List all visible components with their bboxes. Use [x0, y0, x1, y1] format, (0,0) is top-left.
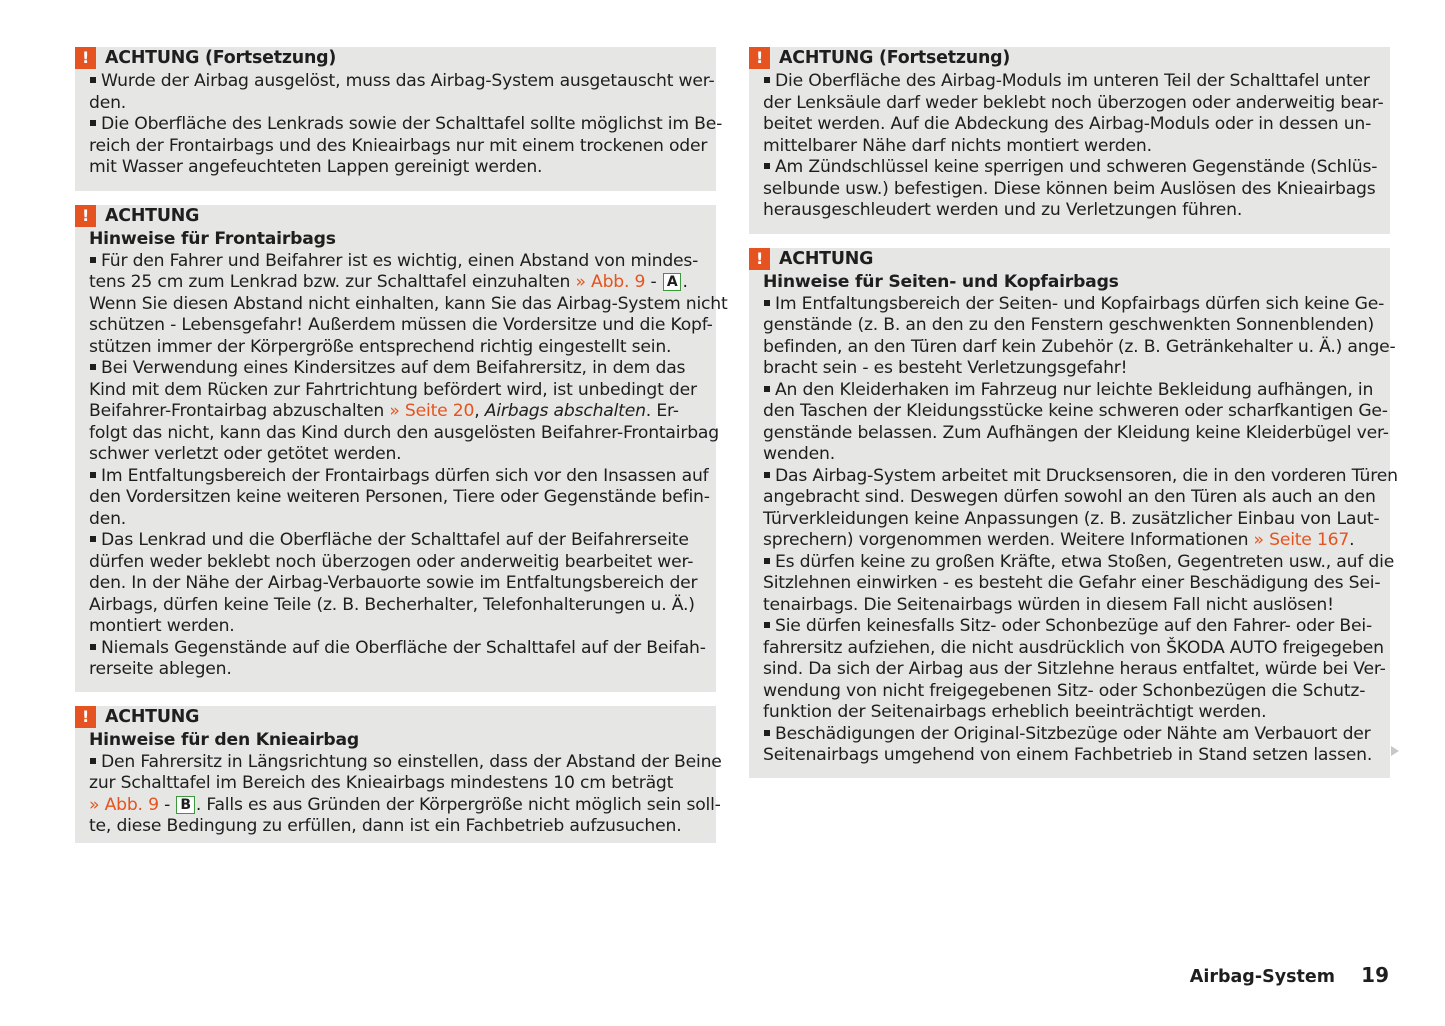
text-line: Wenn Sie diesen Abstand nicht einhalten, kann Sie das Airbag-System nicht	[89, 293, 728, 314]
warning-title: ACHTUNG	[779, 249, 874, 269]
text-line: schwer verletzt oder getötet werden.	[89, 444, 402, 464]
warning-box-continued-left	[75, 47, 723, 191]
text-line: Beifahrer-Frontairbag abzuschalten » Seite 20, Airbags abschalten. Er-	[89, 401, 679, 421]
warning-header	[755, 248, 1378, 270]
figure-label-b: B	[176, 796, 194, 814]
warning-header	[81, 47, 704, 69]
text-line: schützen - Lebensgefahr! Außerdem müssen die Vordersitze und die Kopf-	[89, 315, 713, 335]
text-line: tens 25 cm zum Lenkrad bzw. zur Schalttafel einzuhalten » Abb. 9 - A .	[89, 272, 688, 292]
bullet-icon	[764, 386, 770, 392]
page-link[interactable]: » Seite 20	[389, 401, 475, 421]
bullet-icon	[764, 77, 770, 83]
text-line: sprechern) vorgenommen werden. Weitere Informationen » Seite 167.	[763, 530, 1355, 550]
warning-header	[755, 47, 1378, 69]
warning-icon: !	[749, 248, 770, 270]
text-line: te, diese Bedingung zu erfüllen, dann ist ein Fachbetrieb aufzusuchen.	[89, 816, 682, 836]
footer-section-title: Airbag-System	[1189, 967, 1335, 987]
text-line: sind. Da sich der Airbag aus der Sitzlehne heraus entfaltet, würde bei Ver-	[763, 659, 1386, 679]
text-line: wenden.	[763, 444, 835, 464]
bullet-icon	[90, 120, 96, 126]
text-line: Es dürfen keine zu großen Kräfte, etwa Stoßen, Gegentreten usw., auf die	[763, 552, 1378, 574]
warning-icon: !	[75, 205, 96, 227]
warning-header	[81, 205, 704, 227]
text-line: Die Oberfläche des Airbag-Moduls im unteren Teil der Schalttafel unter	[763, 71, 1378, 93]
text-line: Für den Fahrer und Beifahrer ist es wichtig, einen Abstand von mindes-	[89, 251, 704, 273]
text-line: Die Oberfläche des Lenkrads sowie der Schalttafel sollte möglichst im Be-	[89, 114, 704, 136]
text-line: An den Kleiderhaken im Fahrzeug nur leichte Bekleidung aufhängen, in	[763, 380, 1378, 402]
text-line: folgt das nicht, kann das Kind durch den ausgelösten Beifahrer-Frontairbag	[89, 422, 719, 443]
text-line: angebracht sind. Deswegen dürfen sowohl an den Türen als auch an den	[763, 487, 1376, 507]
text-line: zur Schalttafel im Bereich des Knieairbags mindestens 10 cm beträgt	[89, 773, 674, 793]
text-line: mit Wasser angefeuchteten Lappen gereinigt werden.	[89, 157, 543, 177]
text-line: den.	[89, 508, 127, 529]
text-line: den.	[89, 92, 127, 113]
text-line: selbunde usw.) befestigen. Diese können beim Auslösen des Knieairbags	[763, 178, 1376, 199]
warning-title: ACHTUNG (Fortsetzung)	[105, 48, 337, 68]
text-line: Im Entfaltungsbereich der Seiten- und Kopfairbags dürfen sich keine Ge-	[763, 294, 1378, 316]
text-line: Niemals Gegenstände auf die Oberfläche der Schalttafel auf der Beifah-	[89, 638, 704, 660]
bullet-icon	[90, 472, 96, 478]
bullet-icon	[90, 644, 96, 650]
text-line: mittelbarer Nähe darf nichts montiert werden.	[763, 135, 1152, 156]
bullet-icon	[764, 163, 770, 169]
text-line: befinden, an den Türen darf kein Zubehör (z. B. Getränkehalter u. Ä.) ange-	[763, 336, 1396, 357]
text-line: bracht sein - es besteht Verletzungsgefahr!	[763, 358, 1128, 378]
text-line: den Taschen der Kleidungsstücke keine schweren oder scharfkantigen Ge-	[763, 401, 1388, 421]
text-line: tenairbags. Die Seitenairbags würden in diesem Fall nicht auslösen!	[763, 594, 1334, 615]
text-line: wendung von nicht freigegebenen Sitz- oder Schonbezügen die Schutz-	[763, 680, 1366, 701]
text-line: Das Airbag-System arbeitet mit Drucksensoren, die in den vorderen Türen	[763, 466, 1378, 488]
text-line: » Abb. 9 - B . Falls es aus Gründen der Körpergröße nicht möglich sein soll-	[89, 794, 721, 815]
bullet-icon	[764, 622, 770, 628]
bullet-icon	[764, 300, 770, 306]
warning-box-frontairbags	[75, 205, 728, 692]
page-number: 19	[1361, 963, 1389, 987]
text-line: Kind mit dem Rücken zur Fahrtrichtung befördert wird, ist unbedingt der	[89, 379, 697, 400]
bullet-icon	[764, 558, 770, 564]
warning-title: ACHTUNG (Fortsetzung)	[779, 48, 1011, 68]
page-link[interactable]: » Seite 167	[1253, 530, 1350, 550]
text-line: Airbags, dürfen keine Teile (z. B. Becherhalter, Telefonhalterungen u. Ä.)	[89, 594, 695, 615]
bullet-icon	[90, 364, 96, 370]
text-line: Seitenairbags umgehend von einem Fachbetrieb in Stand setzen lassen.	[763, 745, 1373, 765]
text-line: Wurde der Airbag ausgelöst, muss das Airbag-System ausgetauscht wer-	[89, 71, 704, 93]
bullet-icon	[90, 758, 96, 764]
section-subtitle: Hinweise für den Knieairbag	[89, 730, 360, 750]
text-line: Sie dürfen keinesfalls Sitz- oder Schonbezüge auf den Fahrer- oder Bei-	[763, 616, 1378, 638]
chapter-reference: Airbags abschalten	[484, 401, 646, 421]
text-line: Beschädigungen der Original-Sitzbezüge oder Nähte am Verbauort der	[763, 724, 1378, 746]
bullet-icon	[764, 472, 770, 478]
text-line: der Lenksäule darf weder beklebt noch überzogen oder anderweitig bear-	[763, 92, 1384, 113]
text-line: Türverkleidungen keine Anpassungen (z. B. zusätzlicher Einbau von Laut-	[763, 508, 1380, 529]
text-line: dürfen weder beklebt noch überzogen oder anderweitig bearbeitet wer-	[89, 551, 694, 572]
text-line: Bei Verwendung eines Kindersitzes auf dem Beifahrersitz, in dem das	[89, 358, 704, 380]
text-line: Den Fahrersitz in Längsrichtung so einstellen, dass der Abstand der Beine	[89, 752, 704, 774]
continue-arrow-icon	[1391, 746, 1399, 756]
text-line: Sitzlehnen einwirken - es besteht die Gefahr einer Beschädigung des Sei-	[763, 573, 1381, 593]
text-line: stützen immer der Körpergröße entsprechend richtig eingestellt sein.	[89, 336, 672, 357]
text-line: funktion der Seitenairbags erheblich beeinträchtigt werden.	[763, 702, 1267, 722]
bullet-icon	[90, 257, 96, 263]
text-line: rerseite ablegen.	[89, 659, 232, 679]
warning-icon: !	[75, 706, 96, 728]
warning-box-continued-right	[749, 47, 1390, 234]
text-line: genstände (z. B. an den zu den Fenstern geschwenkten Sonnenblenden)	[763, 315, 1375, 335]
warning-title: ACHTUNG	[105, 707, 200, 727]
section-subtitle: Hinweise für Frontairbags	[89, 229, 336, 249]
text-line: reich der Frontairbags und des Knieairbags nur mit einem trockenen oder	[89, 135, 708, 156]
warning-header	[81, 706, 704, 728]
figure-link[interactable]: » Abb. 9	[89, 794, 159, 815]
text-line: montiert werden.	[89, 616, 235, 636]
section-subtitle: Hinweise für Seiten- und Kopfairbags	[763, 272, 1119, 292]
text-line: beitet werden. Auf die Abdeckung des Airbag-Moduls oder in dessen un-	[763, 114, 1372, 134]
figure-label-a: A	[663, 273, 682, 291]
warning-box-seitenairbags	[749, 248, 1398, 778]
text-line: Das Lenkrad und die Oberfläche der Schalttafel auf der Beifahrerseite	[89, 530, 704, 552]
warning-icon: !	[749, 47, 770, 69]
text-line: Im Entfaltungsbereich der Frontairbags dürfen sich vor den Insassen auf	[89, 466, 704, 488]
text-line: Am Zündschlüssel keine sperrigen und schweren Gegenstände (Schlüs-	[763, 157, 1378, 179]
text-line: herausgeschleudert werden und zu Verletzungen führen.	[763, 200, 1243, 220]
warning-box-knieairbag	[75, 706, 722, 843]
text-line: fahrersitz aufziehen, die nicht ausdrücklich von ŠKODA AUTO freigegeben	[763, 637, 1384, 658]
warning-title: ACHTUNG	[105, 206, 200, 226]
bullet-icon	[90, 536, 96, 542]
bullet-icon	[764, 730, 770, 736]
text-line: den Vordersitzen keine weiteren Personen, Tiere oder Gegenstände befin-	[89, 487, 710, 507]
text-line: den. In der Nähe der Airbag-Verbauorte sowie im Entfaltungsbereich der	[89, 573, 698, 593]
figure-link[interactable]: » Abb. 9	[575, 272, 646, 292]
bullet-icon	[90, 77, 96, 83]
text-line: genstände belassen. Zum Aufhängen der Kleidung keine Kleiderbügel ver-	[763, 422, 1389, 443]
warning-icon: !	[75, 47, 96, 69]
